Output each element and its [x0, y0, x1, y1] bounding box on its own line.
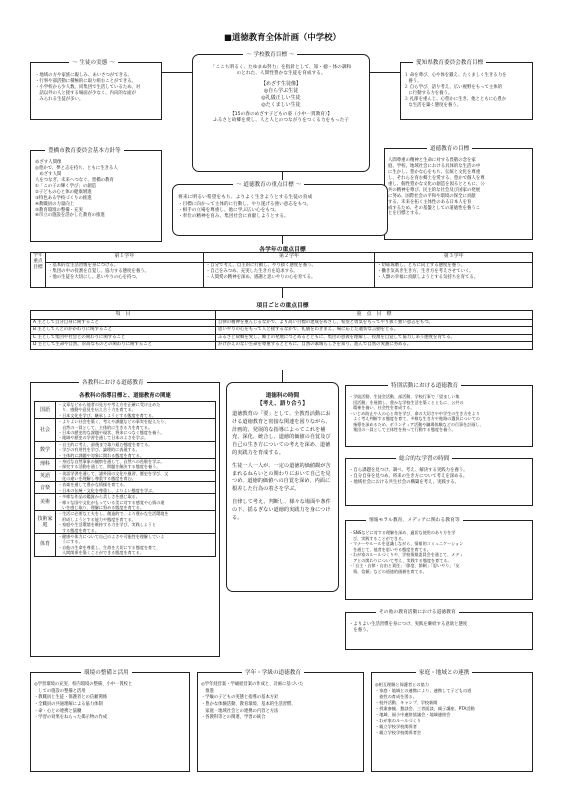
environment-heading: 環境の整備と活用 [81, 668, 132, 676]
subject-row: 理科 ・身近な自然事象の観察を通して、自然への畏敬を学ぶ。 ・探究する活動を通して、問題を解決する態度を養う。 [35, 458, 216, 470]
info-morals-heading: 情報モラル教育、メディアに関わる教育等 [366, 516, 463, 523]
school-goal-text: 「ここち明るく、たゆまぬ努力」を指針として、知・徳・体の調和 のとれた、人間性豊かな生徒を育成する。 【めざす生徒像】 ◎自ら学ぶ生徒 ◎礼儀正しい生徒 ◎たくましい生徒 【15の春のめざす子どもの姿（小中一貫教育）】 ふるさと故郷を愛し、人と人とのつながりをつくる力をもった子 [210, 65, 352, 124]
prefecture-goal-heading: 愛知県教育委員会教育目標 [413, 58, 486, 66]
prefecture-goal-panel [400, 62, 533, 120]
info-morals-panel [345, 520, 533, 600]
integrated-study-text: ・自ら課題を見つけ、調べ、考え、解決する実践力を養う。 ・自分自身を見つめ、将来の生き方について考えを深める。 ・地域社会における共生社会の構築を考え、実践する。 [349, 468, 468, 485]
grade-1-name: 第１学年 [46, 253, 204, 263]
school-goal-heading: ～ 学校教育目標 ～ [243, 50, 297, 58]
grade-2-goals: ・自分で考え、自主的に行動し、やり抜く態度を養う。 ・自己をみつめ、充実した生き方を追求する。 ・人間愛の精神を深め、感謝と思いやりの心を育てる。 [203, 263, 374, 288]
special-activities-heading: 特別活動における道徳教育 [388, 381, 461, 389]
moral-goal-heading: 道徳教育の目標 [427, 144, 472, 152]
info-morals-text: ・SNSなどに対する理解を深め、適切な使用のあり方を学 び、実践することができる。 ・マナーやルールを意識しながら、情報的コミュニケーション を通じて、他者を思いやる態度を育てる。 ・わが家のルールづくりや、学校情報委員会を通じて、メディ アとの関わりについて考え、実践する態度を育てる。 ・「自主・自律・自由と責任」「節度、節制」「思いやり」「友 情、信頼」などの道徳的価値を育てる。 [349, 530, 464, 574]
subject-row: 体育 ・健康や体力について自己のよさや可能性を理解していよ うにする。 ・自他の生命を尊重し、生命を大切にする態度を育て、 人間関係を築くことができる態度を育てる。 [35, 533, 216, 556]
grade-goals-table [30, 252, 533, 288]
item-b: B 主として人とのかかわりに関すること [31, 327, 216, 335]
special-activities-text: ・学級活動、生徒会活動、部活動、学校行事で「望ましい集 団活動」を展開し、豊かな学校生活を築くとともに、公共の 精神を養い、社会性を育成する。 ・いじめ防止や人の心と命を学び、命の大切さや中学生の生き方をより よく考え判断する態度を育て、多様な生き方や進路の選択についての 指導を深めるため、ボランティア活動や職場体験などの行事を計画し、 集団の一員として主体性を持って行動する態度を養う。 [349, 394, 484, 433]
integrated-study-heading: 総合的な学習の時間 [396, 454, 452, 462]
grade-3-name: 第３学年 [375, 253, 533, 263]
goal-a: 自律の精神を重んじるなかで、より高い目標の達成をめざし、希望と勇気をもってやり抜く強い意志をもつ。 [216, 319, 533, 327]
integrated-study-panel [345, 458, 533, 506]
goal-b: 思いやりの心をもって人と接するなかで、礼儀をわきまえ、場に応じた適切な言動をとる。 [216, 327, 533, 335]
other-education-panel [345, 612, 533, 650]
page-title: ■道徳教育全体計画（中学校） [224, 32, 341, 42]
city-policy-heading: 豊橋市教育委員会基本方針等 [45, 146, 124, 154]
moral-class-para-3: 自律して考え、判断し、様々な場面や条件の下、揺るぎない道徳的実践力を身につける。 [232, 498, 331, 521]
environment-text: ◎学習環境の充実、校内環境の整備、小中一貫校と しての施設の整備と活用 ・教職員と生徒・保護者との信頼関係 ・全職員の共通理解による協力体制 ・命・心との連携と協働 ・学習の効果をねらった掲示物の作成 [34, 682, 133, 721]
environment-panel [30, 672, 190, 772]
grade-2-name: 第２学年 [203, 253, 374, 263]
moral-class-panel [226, 382, 339, 592]
school-grade-heading: 学年・学級の道徳教育 [242, 668, 304, 676]
goal-col-header: 重 点 目 標 [216, 311, 533, 320]
grade-1-goals: ・基本的な生活習慣を身につける。 ・集団の中の役割を自覚し、協力する態度を養う。 ・他の生徒を大切にし、思いやりの心を持つ。 [46, 263, 204, 288]
subject-row: 英語 ・英語学習を通して、諸外国の文化や風習、歴史を学び、文 化の違いを理解し尊重する態度を育む。 [35, 470, 216, 482]
city-policy-text: めざす人間像 ◎豊かで、夢と志を持ち、ともに生きる人 めざす人間 人をつなぎ、未来へつなぐ、豊橋の教育 ①「この子の輝く学び」の創造 ②子どもの心と体の健康増進 ③特色ある学校づくりの推進 ④教職員の力量向上 ⑤教育環境の整備・充実 ⑥市立の施設を活かした教育の推進 [35, 160, 118, 219]
grade-goals-label: 学年重点目標 [31, 253, 46, 288]
subjects-subheading: 各教科の指導目標と、道徳教育の関連 [79, 393, 171, 399]
focus-goal-heading: ～ 道徳教育の重点目標 ～ [233, 180, 304, 188]
moral-class-heading: 道徳科の時間 [265, 393, 300, 399]
subject-row: 技術家庭 ・生活に必要な工夫をし、創造的で、より豊かな生活環境を 形成しようとする能力や態度を育てる。 ・家庭や生活環境を維持する力を学び、実践しようと する態度を育てる。 [35, 511, 216, 534]
student-reality-text: ・地域の方や家族に親しみ、あいさつができる。 ・行事や部活動に積極的に取り組むことができる。 ・小学校から少人数、同集団で生活しているため、対 話以外の人と接する場面が少なく、内向的な面が みられる生徒が多い。 [35, 73, 141, 102]
moral-goal-panel [384, 148, 533, 240]
other-education-text: ・よりよい生活習慣を身につけ、実践を継続する意欲と態度 を養う。 [349, 622, 468, 633]
home-community-heading: 家庭・地域との連携 [416, 668, 472, 676]
goal-c: ふるさと故郷を愛し、郷土の発展につとめるとともに、集団の意義を理解し、役割を自覚して協力しあう態度を育てる。 [216, 334, 533, 342]
prefecture-goal-text: １ 命を尊び、心や体を鍛え、たくましく生きる力を 養う。 ２ 自ら学び、語り考え、広い視野をもって主体的 に行動する力を養う。 ３ 礼節を重んじ、心豊かに生き、他とともに心豊か な生活を築く態度を養う。 [404, 73, 507, 108]
home-community-panel [371, 672, 533, 772]
subject-row: 美術 ・多様な作品の鑑賞から美しさを感じ取る。 ・様々な国や文化がもっている美に対する感覚や心情の違 いを感じ取り、理解に努める態度を育てる。 [35, 494, 216, 511]
item-d: D 主として生命や自然、崇高なものとの関わりに関すること [31, 342, 216, 350]
item-goals-heading: 項目ごとの重点目標 [256, 303, 309, 309]
special-activities-panel [345, 385, 533, 447]
student-reality-panel [30, 62, 162, 120]
item-a: A 主として自分自身に関すること [31, 319, 216, 327]
focus-goal-panel [172, 184, 388, 236]
moral-class-para-1: 道徳教育の「要」として、全教育活動における道徳教育と密接な関連を図りながら、計画的、発展的な指導によってこれを補充、深化、統合し、道徳的価値の自覚及び自己の生き方についての考えを深め、道徳的実践力を育成する。 [232, 411, 331, 456]
school-grade-panel [197, 672, 364, 772]
grade-goals-heading: 各学年の重点目標 [259, 247, 306, 253]
home-community-text: ◎相互理解と保護者との協力 ・家庭・地域との連携により、連携して子どもの道 徳性の育成を図る。 ・校外活動、キャンプ、学校新聞 ・授業参観、懇談会、三者面談、親子講座、PTA活動 ・地域、福小中連絡協議会・地域連絡会 ・わが家のルールづくり ・親立学校学校関係者 ・親立学校学校関係者会 [375, 682, 475, 735]
moral-goal-text: 人間尊重の精神と生命に対する畏敬の念を家 庭、学校、地域社会における具体的な生活の中 に生かし、豊かな心をもち、伝統と文化を尊重 し、それらを育む郷土を愛する、豊かで個人を尊 重し、個性豊かな文化の創造を図るとともに、公 共の精神を尊び、民主的な社会及び国家の発展 に努め、国際社会の平和や環境の保全に貢献 する、未来を拓く主体性のある日本人を育 成するため、その基盤としての道徳性を養うこ とを目標とする。 [388, 158, 485, 217]
school-grade-text: ◎学年経営案・学級経営案の作成と、計画に基づいた 推進 ・学級の子どもの実態と指導の基本方針 ・豊かな体験活動、教育環境、基本的生活習慣、 家庭・地域社会との連携の内容と方法 ・各教科等との関連、学習の統合 [201, 682, 304, 721]
subject-row: 数学 ・自主的に考え、最後まで取り組む態度を育てる。 ・学びの有用性を学び、論理的に表現する。 ・主体的に課題や対象に関わる態度を育てる。 [35, 441, 216, 458]
subjects-table [34, 401, 216, 557]
school-goal-panel [192, 54, 370, 172]
grade-3-goals: ・切磋琢磨し、ともに向上する態度を養う。 ・働き気高き生き方、生き方を考えさせていく。 ・人類の幸福に貢献しようとする気持ちを育てる。 [375, 263, 533, 288]
subjects-panel [30, 382, 220, 657]
item-col-header: 項 目 [31, 311, 216, 320]
student-reality-heading: ～ 生徒の実態 ～ [69, 58, 118, 66]
goal-d: かけがえのない生命を尊重するとともに、自然の素晴らしさを知り、進んで自然の愛護に努める。 [216, 342, 533, 350]
subject-row: 社会 ・よりよい社会を築く、考えや課題などの事実を捉えたり、 自然の一員として、主体的に生きる力を育てる。 ・日本の歴史的な課題や現状、将来につなぐ態度を養う。 ・地域や歴史の学習を通して日本のよさを学ぶ。 [35, 419, 216, 442]
item-c: C 主として集団や社会との関わりに関すること [31, 334, 216, 342]
moral-class-para-2: 生徒一人一人が、一定の道徳的価値観が含まれるねらいとの関わりにおいて自己を見つめ、道徳的価値への自覚を深め、内面に根差した行為の着さを学ぶ。 [232, 462, 331, 493]
focus-goal-text: 将来に明るい希望をもち、よりよく生きようとする生徒の育成 ・目標に向かって主体的に行動し、やり遂げる強い意志をもつ。 ・相手の立場を尊重し、他に学ぶ広い心をもつ。 ・奉仕の精神を育み、集団社会に貢献しようとする。 [178, 195, 313, 220]
subject-row: 音楽 ・音楽を通して豊かな情操を育てる。 ・日本の伝統・文化を尊重し、よりよい態度を学ぶ。 [35, 482, 216, 494]
moral-class-subheading: 【考え、語り合う】 [257, 401, 308, 407]
other-education-heading: その他の教育活動における道徳教育 [376, 608, 459, 615]
subject-row: 国語 ・文章などから他者の見方や考え方を正確に受け止めた り、感動や意見を伝え合う力を育てる。 ・日本文化を学び、継承しようとする態度を育てる。 [35, 402, 216, 419]
item-goals-table [30, 310, 533, 350]
city-policy-panel [30, 150, 162, 242]
subjects-heading: 各教科における道徳教育 [79, 378, 147, 386]
